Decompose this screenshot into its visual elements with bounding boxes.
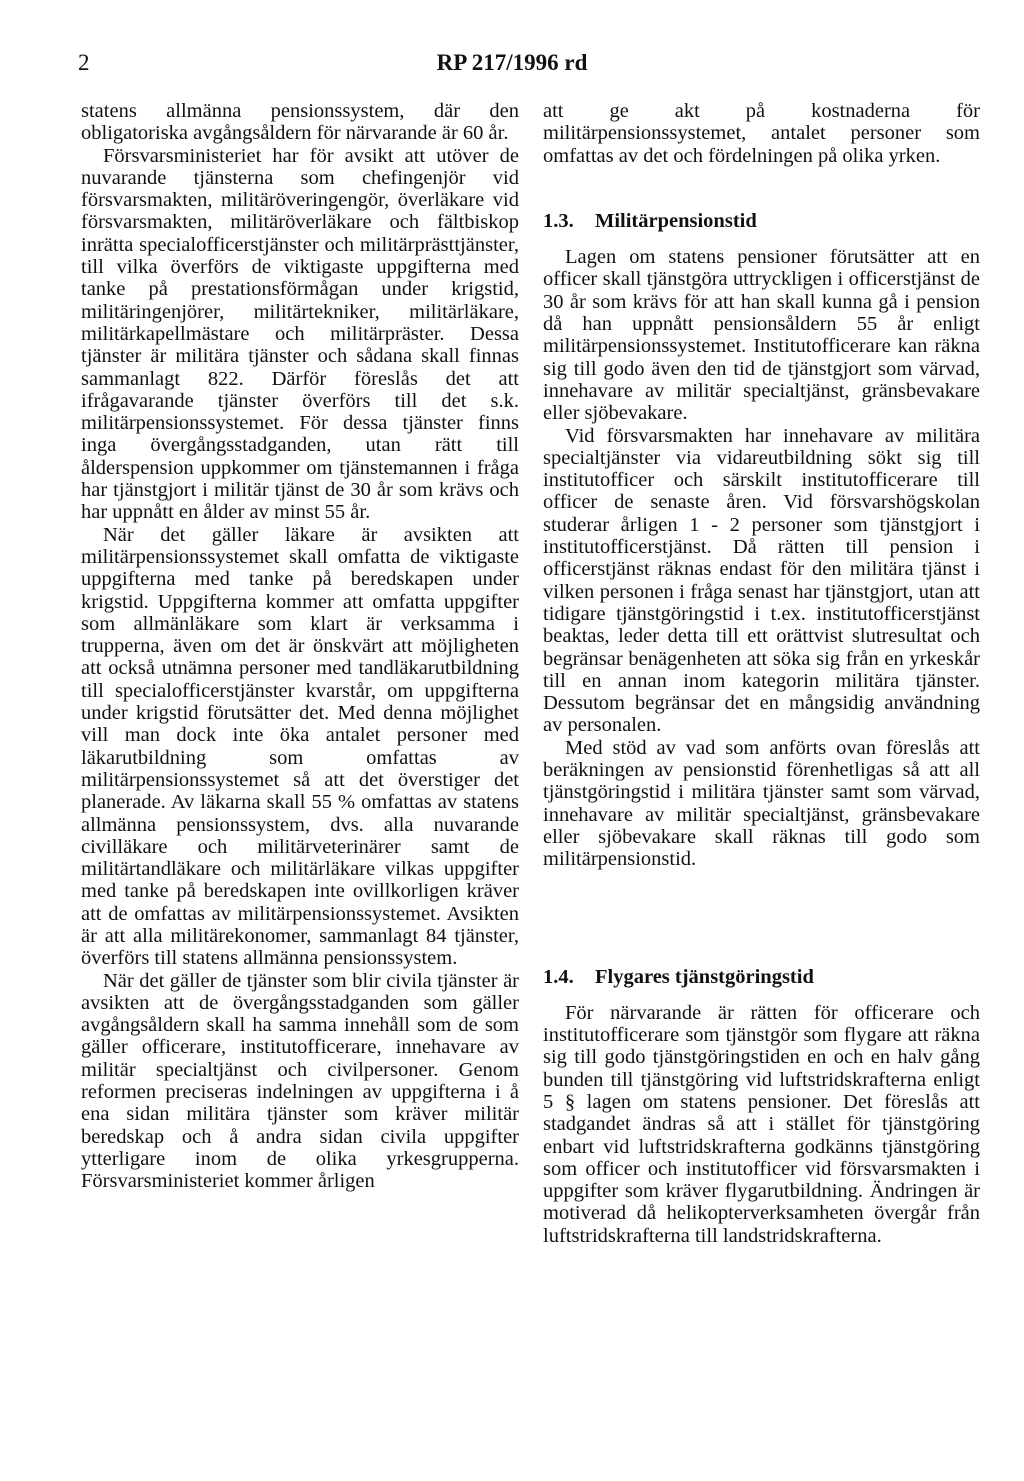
paragraph: När det gäller de tjänster som blir civila tjänster är avsikten att de övergångsstadganden som gäller avgångsåldern skall ha samma innehåll som de som gäller officerare, institutofficerare, innehavare av militär specialtjänst och civilpersoner. Genom reformen preciseras indelningen av uppgifterna i å ena sidan militära tjänster som kräver militär beredskap och å andra sidan civila uppgifter ytterligare inom de olika yrkesgrupperna. Försvarsministeriet kommer årligen: [81, 969, 519, 1193]
section-number: 1.3.: [543, 209, 574, 232]
page-number: 2: [78, 50, 90, 75]
paragraph: Försvarsministeriet har för avsikt att utöver de nuvarande tjänsterna som chefingenjör vid försvarsmakten, militäröveringengör, överläkare vid försvarsmakten, militäröverläkare och fältbiskop inrätta specialofficerstjänster och militärprästtjänster, till vilka överförs de viktigaste uppgifterna med tanke på prestationsförmågan under krigstid, militäringenjörer, militärtekniker, militärläkare, militärkapellmästare och militärpräster. Dessa tjänster är militära tjänster och sådana skall finnas sammanlagt 822. Därför föreslås det att ifrågavarande tjänster överförs till det s.k. militärpensionssystemet. För dessa tjänster finns inga övergångsstadganden, utan rätt till ålderspension uppkommer om tjänstemannen i fråga har tjänstgjort i militär tjänst de 30 år som krävs och har uppnått en ålder av minst 55 år.: [81, 144, 519, 524]
paragraph: Lagen om statens pensioner förutsätter att en officer skall tjänstgöra uttryckligen i officerstjänst de 30 år som krävs för att han skall kunna gå i pension då han uppnått pensionsåldern 55 år enligt militärpensionssystemet. Institutofficerare kan räkna sig till godo även den tid de tjänstgjort som värvad, innehavare av militär specialtjänst, gränsbevakare eller sjöbevakare.: [543, 246, 980, 425]
paragraph: statens allmänna pensionssystem, där den obligatoriska avgångsåldern för närvarande är 60 år.: [81, 100, 519, 145]
section-number: 1.4.: [543, 965, 574, 988]
section-title: Militärpensionstid: [595, 209, 757, 232]
section-heading-1-4: [543, 966, 980, 988]
left-column: [81, 100, 519, 1193]
section-heading-1-3: [543, 210, 980, 232]
right-column: [543, 100, 980, 1247]
running-head: RP 217/1996 rd: [436, 50, 588, 75]
paragraph: För närvarande är rätten för officerare och institutofficerare som tjänstgör som flygare att räkna sig till godo tjänstgöringstiden en och en halv gång bunden till tjänstgöring vid luftstridskrafterna enligt 5 § lagen om statens pensioner. Det föreslås att stadgandet ändras så att i stället för tjänstgöring enbart vid luftstridskrafterna godkänns tjänstgöring som officer och institutofficer vid försvarsmakten i uppgifter som kräver flygarutbildning. Ändringen är motiverad då helikopterverksamheten övergår från luftstridskrafterna till landstridskrafterna.: [543, 1001, 980, 1247]
section-title: Flygares tjänstgöringstid: [595, 965, 814, 988]
paragraph: Med stöd av vad som anförts ovan föreslås att beräkningen av pensionstid förenhetligas så att all tjänstgöringstid i militära tjänster samt som värvad, innehavare av militär specialtjänst, gränsbevakare eller sjöbevakare skall räknas till godo som militärpensionstid.: [543, 736, 980, 871]
paragraph: att ge akt på kostnaderna för militärpensionssystemet, antalet personer som omfattas av det och fördelningen på olika yrken.: [543, 100, 980, 167]
paragraph: Vid försvarsmakten har innehavare av militära specialtjänster via vidareutbildning sökt sig till institutofficer och särskilt institutofficerare till officer de senaste åren. Vid försvarshögskolan studerar årligen 1 - 2 personer som tjänstgjort i institutofficerstjänst. Då rätten till pension i officerstjänst räknas endast för den militära tjänst i vilken personen i fråga senast har tjänstgjort, utan att tidigare tjänstgöringstid i t.ex. institutofficerstjänst beaktas, leder detta till ett orättvist slutresultat och begränsar benägenheten att söka sig från en yrkeskår till en annan inom kategorin militära tjänster. Dessutom begränsar det en mångsidig användning av personalen.: [543, 424, 980, 737]
paragraph: När det gäller läkare är avsikten att militärpensionssystemet skall omfatta de viktigaste uppgifterna med tanke på beredskapen under krigstid. Uppgifterna kommer att omfatta uppgifter som allmänläkare som klart är verksamma i trupperna, även om det är önskvärt att möjligheten att också utnämna personer med tandläkarutbildning till specialofficerstjänster kvarstår, om uppgifterna under krigstid förutsätter det. Med denna möjlighet vill man dock inte öka antalet personer med läkarutbildning som omfattas av militärpensionssystemet så att det överstiger det planerade. Av läkarna skall 55 % omfattas av statens allmänna pensionssystem, dvs. alla nuvarande civilläkare och militärveterinärer samt de militärtandläkare och militärläkare vilkas uppgifter med tanke på beredskapen inte ovillkorligen kräver att de omfattas av militärpensionssystemet. Avsikten är att alla militärekonomer, sammanlagt 84 tjänster, överförs till statens allmänna pensionssystem.: [81, 523, 519, 970]
